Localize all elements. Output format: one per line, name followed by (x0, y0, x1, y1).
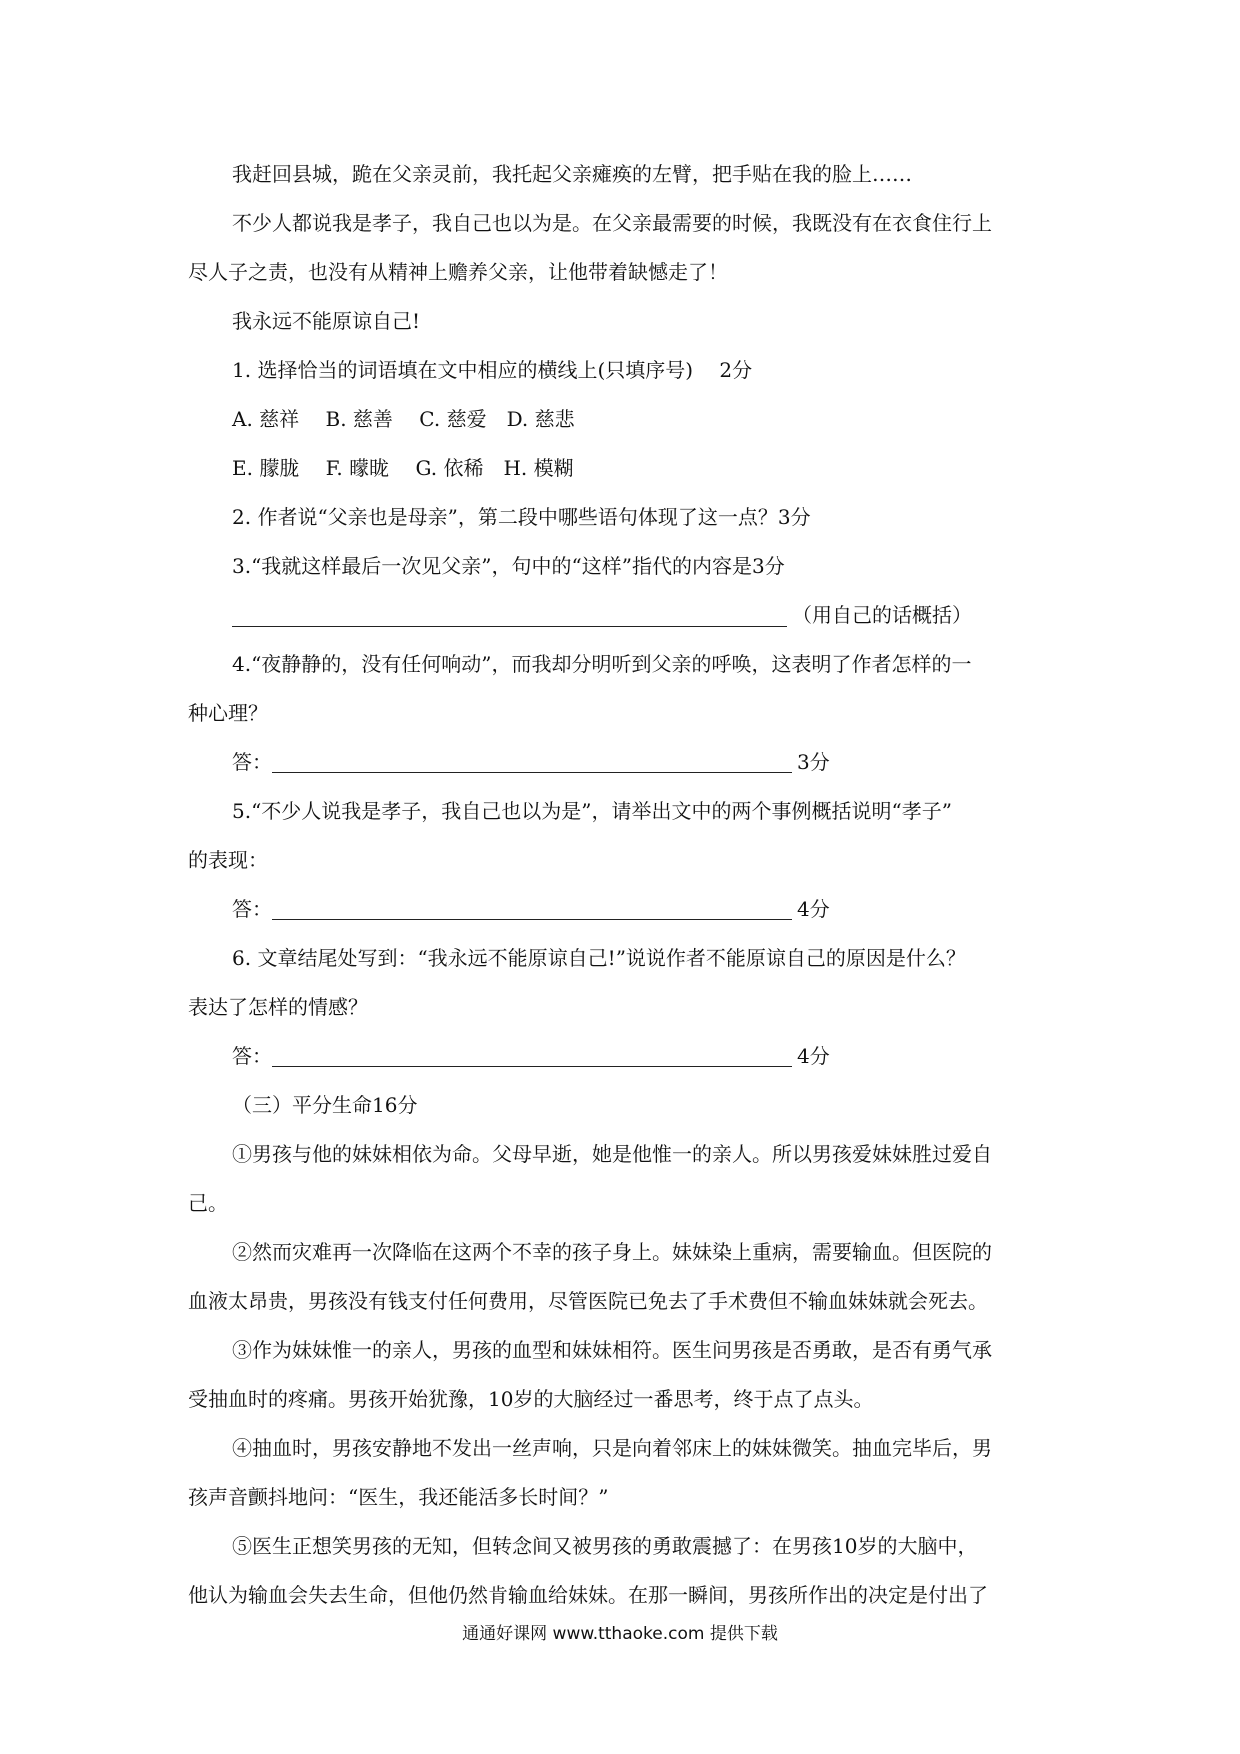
paragraph-line: 己。 (188, 1191, 228, 1215)
paragraph-line: 我赶回县城，跪在父亲灵前，我托起父亲瘫痪的左臂，把手贴在我的脸上…… (232, 162, 912, 186)
page-footer: 通通好课网 www.tthaoke.com 提供下载 (462, 1624, 778, 1644)
question-5-cont: 的表现： (188, 848, 268, 872)
paragraph-line: ②然而灾难再一次降临在这两个不幸的孩子身上。妹妹染上重病，需要输血。但医院的 (232, 1240, 992, 1264)
question-4-cont: 种心理？ (188, 701, 268, 725)
answer-label: 答： (232, 897, 272, 921)
paragraph-line: 尽人子之责，也没有从精神上赡养父亲，让他带着缺憾走了！ (188, 260, 728, 284)
answer-blank-q3[interactable] (232, 626, 787, 627)
question-1: 1. 选择恰当的词语填在文中相应的横线上(只填序号) 2分 (232, 358, 753, 382)
question-2: 2. 作者说“父亲也是母亲”，第二段中哪些语句体现了这一点？3分 (232, 505, 811, 529)
question-5: 5.“不少人说我是孝子，我自己也以为是”，请举出文中的两个事例概括说明“孝子” (232, 799, 952, 823)
question-1-options-row2: E. 朦胧 F. 曚昽 G. 依稀 H. 模糊 (232, 456, 574, 480)
paragraph-line: 他认为输血会失去生命，但他仍然肯输血给妹妹。在那一瞬间，男孩所作出的决定是付出了 (188, 1583, 988, 1607)
paragraph-line: 我永远不能原谅自己! (232, 309, 421, 333)
paragraph-line: ⑤医生正想笑男孩的无知，但转念间又被男孩的勇敢震撼了：在男孩10岁的大脑中， (232, 1534, 978, 1558)
paragraph-line: 不少人都说我是孝子，我自己也以为是。在父亲最需要的时候，我既没有在衣食住行上 (232, 211, 992, 235)
section-title: （三）平分生命16分 (232, 1093, 418, 1117)
paragraph-line: ④抽血时，男孩安静地不发出一丝声响，只是向着邻床上的妹妹微笑。抽血完毕后，男 (232, 1436, 992, 1460)
paragraph-line: ①男孩与他的妹妹相依为命。父母早逝，她是他惟一的亲人。所以男孩爱妹妹胜过爱自 (232, 1142, 992, 1166)
question-1-options-row1: A. 慈祥 B. 慈善 C. 慈爱 D. 慈悲 (232, 407, 575, 431)
answer-blank-q4[interactable] (272, 772, 792, 773)
score-label: 4分 (797, 1044, 830, 1068)
paragraph-line: ③作为妹妹惟一的亲人，男孩的血型和妹妹相符。医生问男孩是否勇敢，是否有勇气承 (232, 1338, 992, 1362)
paragraph-line: 血液太昂贵，男孩没有钱支付任何费用，尽管医院已免去了手术费但不输血妹妹就会死去。 (188, 1289, 988, 1313)
paragraph-line: 孩声音颤抖地问：“医生，我还能活多长时间？” (188, 1485, 609, 1509)
question-6-cont: 表达了怎样的情感？ (188, 995, 368, 1019)
score-label: 4分 (797, 897, 830, 921)
question-3-suffix: （用自己的话概括） (792, 603, 972, 627)
question-6: 6. 文章结尾处写到：“我永远不能原谅自己!”说说作者不能原谅自己的原因是什么？ (232, 946, 966, 970)
answer-label: 答： (232, 1044, 272, 1068)
paragraph-line: 受抽血时的疼痛。男孩开始犹豫，10岁的大脑经过一番思考，终于点了点头。 (188, 1387, 874, 1411)
answer-blank-q5[interactable] (272, 919, 792, 920)
answer-blank-q6[interactable] (272, 1066, 792, 1067)
answer-label: 答： (232, 750, 272, 774)
score-label: 3分 (797, 750, 830, 774)
question-3: 3.“我就这样最后一次见父亲”，句中的“这样”指代的内容是3分 (232, 554, 785, 578)
question-4: 4.“夜静静的，没有任何响动”，而我却分明听到父亲的呼唤，这表明了作者怎样的一 (232, 652, 972, 676)
